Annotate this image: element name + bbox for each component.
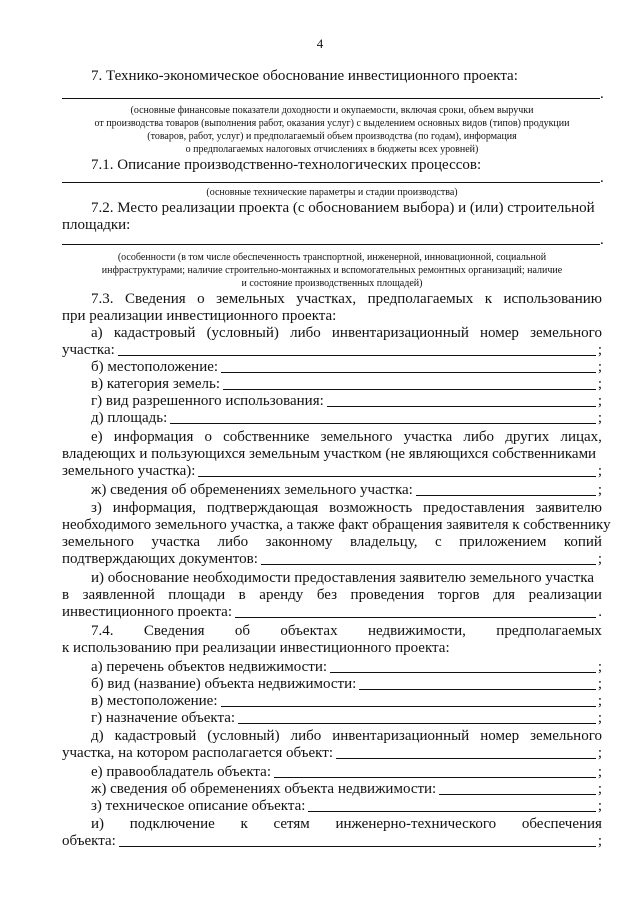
word: возможность	[329, 500, 413, 516]
form-row-property-purpose	[62, 710, 602, 727]
note-line: (основные финансовые показатели доходности и окупаемости, включая сроки, объем выручки	[130, 105, 534, 116]
word: подтверждающая	[206, 500, 319, 516]
field-label: объекта:	[62, 833, 116, 849]
form-row-utility-connection	[62, 833, 602, 850]
word: с	[434, 534, 442, 550]
note-line: о предполагаемых налоговых отчислениях в бюджеты всех уровней)	[185, 144, 479, 155]
note-line: (основные технические параметры и стадии производства)	[206, 187, 458, 198]
fill-in-field[interactable]	[327, 405, 596, 407]
word: либо	[217, 534, 249, 550]
property-cadastral-label	[62, 728, 602, 745]
confirmation-info-cont	[62, 534, 602, 551]
line-end-period: .	[598, 604, 602, 620]
word: кадастровый	[113, 325, 196, 341]
form-row-supporting-docs	[62, 551, 602, 568]
fill-in-field[interactable]	[238, 722, 596, 724]
section-7-title: 7. Технико-экономическое обоснование инвестиционного проекта:	[91, 68, 518, 84]
word: и)	[91, 816, 105, 832]
word: инженерно-технического	[335, 816, 497, 832]
section-7-2-line: 7.2. Место реализации проекта (с обоснованием выбора) и (или) строительной	[91, 200, 595, 216]
word: к	[484, 291, 493, 307]
form-row-property-list	[62, 659, 602, 676]
line-end-semicolon: ;	[597, 482, 602, 498]
word: сетям	[273, 816, 310, 832]
word: инвентаризационный	[331, 325, 469, 341]
word: участках,	[296, 291, 357, 307]
field-label: г) вид разрешенного использования:	[91, 393, 324, 409]
word: а)	[91, 325, 103, 341]
word: земельного	[530, 325, 602, 341]
form-row-area	[62, 410, 602, 427]
word: кадастровый	[114, 728, 197, 744]
blank-line	[62, 98, 600, 99]
fill-in-field[interactable]	[221, 705, 596, 707]
fill-in-field[interactable]	[416, 494, 596, 496]
word: других	[505, 429, 550, 445]
section-7-3-intro	[62, 291, 602, 308]
word: об	[234, 623, 251, 639]
word: земельных	[216, 291, 285, 307]
word: для	[493, 587, 516, 603]
line-end-semicolon: ;	[597, 659, 602, 675]
blank-line	[62, 182, 600, 183]
word: к	[240, 816, 248, 832]
field-label: участка, на котором располагается объект:	[62, 745, 333, 761]
cadastral-number-label	[62, 325, 602, 342]
owner-info-label	[62, 429, 602, 446]
confirmation-info-label	[62, 500, 602, 517]
form-row-land-category	[62, 376, 602, 393]
form-row-owner	[62, 463, 602, 480]
field-label: в) местоположение:	[91, 693, 218, 709]
word: номер	[480, 728, 520, 744]
form-row-permitted-use	[62, 393, 602, 410]
line-end-period: .	[600, 232, 604, 248]
field-label: б) вид (название) объекта недвижимости:	[91, 676, 357, 692]
word: о	[197, 291, 205, 307]
note-line: от производства товаров (выполнения работ, оказания услуг) с выделением основных видов (типов) продукции	[94, 118, 570, 129]
word: (условный)	[206, 325, 279, 341]
word: недвижимости,	[367, 623, 466, 639]
word: использованию	[503, 291, 602, 307]
field-label: б) местоположение:	[91, 359, 219, 375]
field-label: земельного участка):	[62, 463, 196, 479]
justification-label: и) обоснование необходимости предоставления заявителю земельного участка	[91, 570, 594, 586]
word: о	[204, 429, 212, 445]
word: земельного	[320, 429, 393, 445]
field-label: инвестиционного проекта:	[62, 604, 232, 620]
fill-in-field[interactable]	[359, 688, 596, 690]
section-7-4-intro	[62, 623, 602, 640]
form-row-land-encumbrances	[62, 482, 602, 499]
utility-connection-label	[62, 816, 602, 833]
fill-in-field[interactable]	[119, 845, 596, 847]
field-label: а) перечень объектов недвижимости:	[91, 659, 328, 675]
section-7-1-title: 7.1. Описание производственно-технологических процессов:	[91, 157, 482, 173]
word: без	[316, 587, 338, 603]
field-label: з) техническое описание объекта:	[91, 798, 306, 814]
field-label: г) назначение объекта:	[91, 710, 236, 726]
word: проведения	[350, 587, 425, 603]
fill-in-field[interactable]	[118, 354, 596, 356]
word: реализации	[528, 587, 602, 603]
fill-in-field[interactable]	[439, 793, 596, 795]
field-label: участка:	[62, 342, 115, 358]
word: либо	[290, 728, 322, 744]
fill-in-field[interactable]	[170, 422, 596, 424]
note-line: (товаров, работ, услуг) и предполагаемый объем производства (по годам), информация	[147, 131, 517, 142]
note-line: (особенности (в том числе обеспеченность транспортной, инженерной, инновационной, социальной	[117, 252, 547, 263]
word: либо	[290, 325, 321, 341]
word: лицах,	[560, 429, 602, 445]
form-row-property-tech-description	[62, 798, 602, 815]
word: з)	[91, 500, 102, 516]
section-7-4-intro-cont: к использованию при реализации инвестиционного проекта:	[62, 640, 450, 656]
fill-in-field[interactable]	[274, 776, 596, 778]
form-row-land-location	[62, 359, 602, 376]
word: номер	[480, 325, 519, 341]
form-row-property-location	[62, 693, 602, 710]
word: копий	[563, 534, 602, 550]
word: Сведения	[143, 623, 205, 639]
form-row-property-owner	[62, 764, 602, 781]
section-7-3-intro-cont: при реализации инвестиционного проекта:	[62, 308, 337, 324]
word: предоставления	[423, 500, 525, 516]
word: владельцу,	[350, 534, 418, 550]
word: е)	[91, 429, 103, 445]
word: либо	[463, 429, 495, 445]
justification-cont	[62, 587, 602, 604]
word: собственнике	[223, 429, 310, 445]
blank-line	[62, 244, 600, 245]
word: информация,	[112, 500, 197, 516]
word: Сведения	[124, 291, 186, 307]
fill-in-field[interactable]	[235, 616, 596, 618]
section-7-2-line: площадки:	[62, 217, 131, 233]
line-end-semicolon: ;	[597, 745, 602, 761]
line-end-semicolon: ;	[597, 676, 602, 692]
word: площади	[168, 587, 226, 603]
form-row-property-encumbrances	[62, 781, 602, 798]
word: 7.4.	[91, 623, 114, 639]
word: д)	[91, 728, 104, 744]
fill-in-field[interactable]	[198, 475, 595, 477]
fill-in-field[interactable]	[330, 671, 596, 673]
line-end-semicolon: ;	[597, 781, 602, 797]
line-end-semicolon: ;	[597, 393, 602, 409]
word: 7.3.	[91, 291, 114, 307]
word: аренду	[259, 587, 304, 603]
word: участка	[151, 534, 201, 550]
line-end-semicolon: ;	[597, 376, 602, 392]
line-end-semicolon: ;	[597, 764, 602, 780]
word: объектах	[280, 623, 338, 639]
form-row-property-cadastral	[62, 745, 602, 762]
field-label: подтверждающих документов:	[62, 551, 258, 567]
field-label: е) правообладатель объекта:	[91, 764, 271, 780]
word: в	[62, 587, 70, 603]
word: в	[238, 587, 246, 603]
field-label: д) площадь:	[91, 410, 168, 426]
fill-in-field[interactable]	[223, 388, 596, 390]
word: информация	[113, 429, 194, 445]
word: (условный)	[207, 728, 280, 744]
field-label: ж) сведения об обременениях земельного участка:	[91, 482, 413, 498]
form-row-justification	[62, 604, 602, 621]
fill-in-field[interactable]	[308, 810, 595, 812]
field-label: в) категория земель:	[91, 376, 221, 392]
line-end-semicolon: ;	[597, 359, 602, 375]
line-end-period: .	[600, 170, 604, 186]
word: участка	[403, 429, 453, 445]
fill-in-field[interactable]	[221, 371, 596, 373]
fill-in-field[interactable]	[336, 757, 596, 759]
word: предполагаемых	[367, 291, 474, 307]
note-line: инфраструктурами; наличие строительно-монтажных и вспомогательных ремонтных организаций; наличие	[101, 265, 563, 276]
page-number: 4	[316, 36, 324, 51]
word: заявителю	[535, 500, 602, 516]
owner-info-cont: владеющих и пользующихся земельным участком (не являющихся собственниками	[62, 446, 597, 462]
line-end-semicolon: ;	[597, 551, 602, 567]
line-end-semicolon: ;	[597, 342, 602, 358]
form-row-property-type	[62, 676, 602, 693]
line-end-semicolon: ;	[597, 410, 602, 426]
word: подключение	[129, 816, 215, 832]
line-end-period: .	[600, 86, 604, 102]
line-end-semicolon: ;	[597, 693, 602, 709]
word: торгов	[437, 587, 480, 603]
word: предполагаемых	[496, 623, 602, 639]
word: обеспечения	[521, 816, 602, 832]
confirmation-info-cont: необходимого земельного участка, а также факт обращения заявителя к собственнику	[62, 517, 611, 533]
line-end-semicolon: ;	[597, 463, 602, 479]
line-end-semicolon: ;	[597, 798, 602, 814]
fill-in-field[interactable]	[261, 563, 596, 565]
form-row-land-cadastral	[62, 342, 602, 359]
line-end-semicolon: ;	[597, 710, 602, 726]
word: законному	[265, 534, 333, 550]
note-line: и состояние производственных площадей)	[241, 278, 423, 289]
word: приложением	[459, 534, 547, 550]
word: земельного	[62, 534, 134, 550]
line-end-semicolon: ;	[597, 833, 602, 849]
word: земельного	[530, 728, 602, 744]
word: инвентаризационный	[332, 728, 470, 744]
word: заявленной	[82, 587, 155, 603]
field-label: ж) сведения об обременениях объекта недвижимости:	[91, 781, 437, 797]
